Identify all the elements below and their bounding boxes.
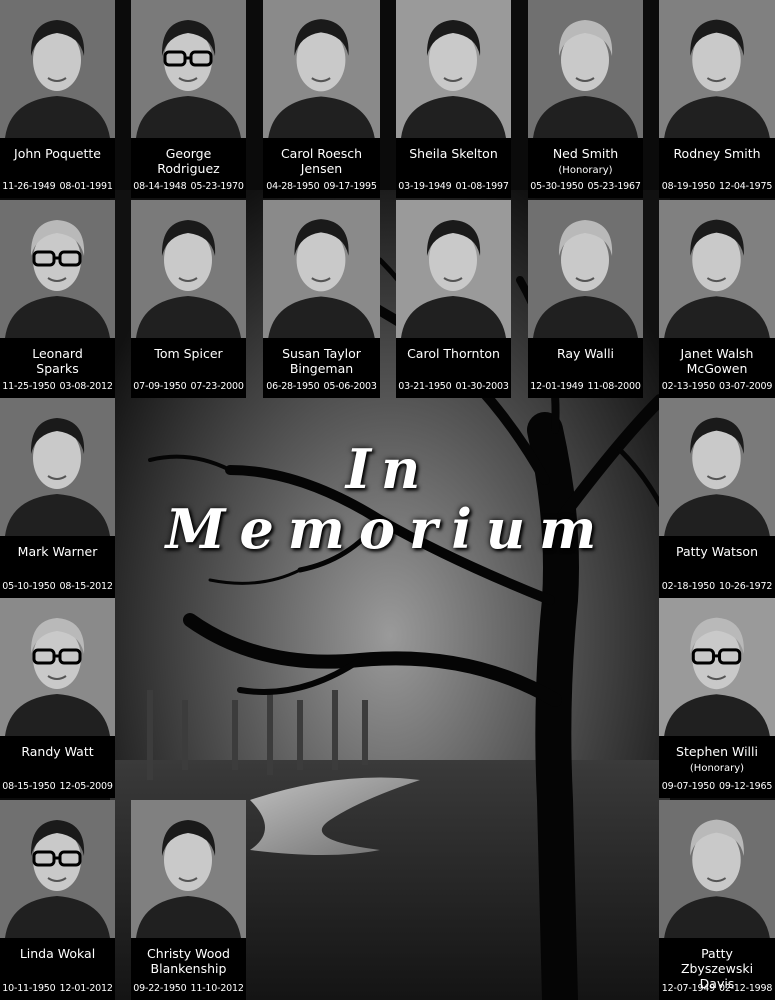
birth-date: 04-28-1950: [266, 181, 320, 192]
memorial-tile: [131, 800, 246, 1000]
death-date: 05-06-2003: [323, 381, 377, 392]
death-date: 02-12-1998: [719, 983, 773, 994]
portrait-photo: [396, 0, 511, 138]
death-date: 03-08-2012: [59, 381, 113, 392]
person-name: Patty Watson: [675, 544, 758, 559]
portrait-photo: [0, 398, 115, 536]
portrait-photo: [131, 200, 246, 338]
birth-date: 03-21-1950: [398, 381, 452, 392]
death-date: 09-17-1995: [323, 181, 377, 192]
person-name: Ned Smith: [552, 146, 619, 161]
birth-date: 12-01-1949: [530, 381, 584, 392]
portrait-photo: [0, 800, 115, 938]
death-date: 10-26-1972: [719, 581, 773, 592]
memorial-tile: [263, 200, 380, 398]
portrait-photo: [659, 200, 775, 338]
birth-date: 09-22-1950: [133, 983, 187, 994]
birth-date: 06-28-1950: [266, 381, 320, 392]
death-date: 01-08-1997: [455, 181, 509, 192]
life-dates: [659, 581, 775, 592]
person-name: Tom Spicer: [154, 346, 223, 361]
person-name: Stephen Willi: [676, 744, 758, 759]
life-dates: [528, 181, 643, 192]
birth-date: 02-13-1950: [661, 381, 715, 392]
person-name: George Rodriguez: [157, 146, 220, 176]
life-dates: [396, 181, 511, 192]
honorary-note: (Honorary): [558, 165, 613, 176]
life-dates: [263, 381, 380, 392]
portrait-photo: [528, 200, 643, 338]
memorial-tile: [131, 0, 246, 198]
birth-date: 03-19-1949: [398, 181, 452, 192]
person-name: Rodney Smith: [673, 146, 761, 161]
memorial-tile: [659, 398, 775, 598]
birth-date: 10-11-1950: [2, 983, 56, 994]
birth-date: 11-25-1950: [2, 381, 56, 392]
memorial-tile: [528, 0, 643, 198]
birth-date: 05-30-1950: [530, 181, 584, 192]
life-dates: [131, 381, 246, 392]
birth-date: 09-07-1950: [661, 781, 715, 792]
portrait-photo: [659, 398, 775, 536]
portrait-photo: [659, 0, 775, 138]
death-date: 11-08-2000: [587, 381, 641, 392]
portrait-photo: [131, 0, 246, 138]
death-date: 08-01-1991: [59, 181, 113, 192]
birth-date: 07-09-1950: [133, 381, 187, 392]
birth-date: 11-26-1949: [2, 181, 56, 192]
portrait-photo: [263, 200, 380, 338]
portrait-photo: [659, 598, 775, 736]
life-dates: [0, 983, 115, 994]
birth-date: 02-18-1950: [661, 581, 715, 592]
person-name: Sheila Skelton: [409, 146, 498, 161]
life-dates: [0, 181, 115, 192]
life-dates: [528, 381, 643, 392]
memorial-tile: [528, 200, 643, 398]
life-dates: [396, 381, 511, 392]
memorial-tile: [0, 598, 115, 798]
life-dates: [0, 781, 115, 792]
death-date: 07-23-2000: [190, 381, 244, 392]
life-dates: [659, 181, 775, 192]
memorial-tile: [0, 200, 115, 398]
life-dates: [263, 181, 380, 192]
life-dates: [659, 781, 775, 792]
birth-date: 08-15-1950: [2, 781, 56, 792]
memorial-tile: [396, 0, 511, 198]
portrait-photo: [263, 0, 380, 138]
memorial-tile: [659, 800, 775, 1000]
life-dates: [0, 581, 115, 592]
death-date: 01-30-2003: [455, 381, 509, 392]
memorial-tile: [659, 598, 775, 798]
death-date: 05-23-1967: [587, 181, 641, 192]
birth-date: 05-10-1950: [2, 581, 56, 592]
person-name: Ray Walli: [556, 346, 615, 361]
memorial-tile: [0, 0, 115, 198]
person-name: Susan Taylor Bingeman: [282, 346, 361, 376]
life-dates: [131, 983, 246, 994]
death-date: 05-23-1970: [190, 181, 244, 192]
title-line-1: In: [345, 437, 431, 501]
person-name: Linda Wokal: [19, 946, 96, 961]
portrait-photo: [0, 200, 115, 338]
person-name: Christy Wood Blankenship: [147, 946, 230, 976]
birth-date: 12-07-1949: [661, 983, 715, 994]
death-date: 03-07-2009: [719, 381, 773, 392]
memorial-tile: [0, 800, 115, 1000]
person-name: John Poquette: [14, 146, 101, 161]
person-name: Janet Walsh McGowen: [680, 346, 754, 376]
life-dates: [659, 983, 775, 994]
memorial-tile: [131, 200, 246, 398]
person-name: Carol Roesch Jensen: [280, 146, 363, 176]
person-name: Patty Zbyszewski Davis: [680, 946, 754, 991]
memorial-tile: [396, 200, 511, 398]
person-name: Leonard Sparks: [32, 346, 83, 376]
portrait-photo: [0, 598, 115, 736]
portrait-photo: [528, 0, 643, 138]
life-dates: [0, 381, 115, 392]
death-date: 12-01-2012: [59, 983, 113, 994]
death-date: 11-10-2012: [190, 983, 244, 994]
person-name: Carol Thornton: [407, 346, 500, 361]
person-name: Mark Warner: [17, 544, 98, 559]
person-name: Randy Watt: [21, 744, 94, 759]
in-memorium-title: [118, 437, 658, 561]
death-date: 08-15-2012: [59, 581, 113, 592]
portrait-photo: [396, 200, 511, 338]
death-date: 12-05-2009: [59, 781, 113, 792]
portrait-photo: [659, 800, 775, 938]
memorial-tile: [659, 200, 775, 398]
life-dates: [659, 381, 775, 392]
death-date: 12-04-1975: [719, 181, 773, 192]
death-date: 09-12-1965: [719, 781, 773, 792]
birth-date: 08-19-1950: [661, 181, 715, 192]
life-dates: [131, 181, 246, 192]
portrait-photo: [131, 800, 246, 938]
portrait-photo: [0, 0, 115, 138]
memorial-tile: [0, 398, 115, 598]
title-line-2: Memorium: [165, 497, 611, 561]
memorial-tile: [263, 0, 380, 198]
honorary-note: (Honorary): [689, 763, 745, 774]
memorial-tile: [659, 0, 775, 198]
birth-date: 08-14-1948: [133, 181, 187, 192]
